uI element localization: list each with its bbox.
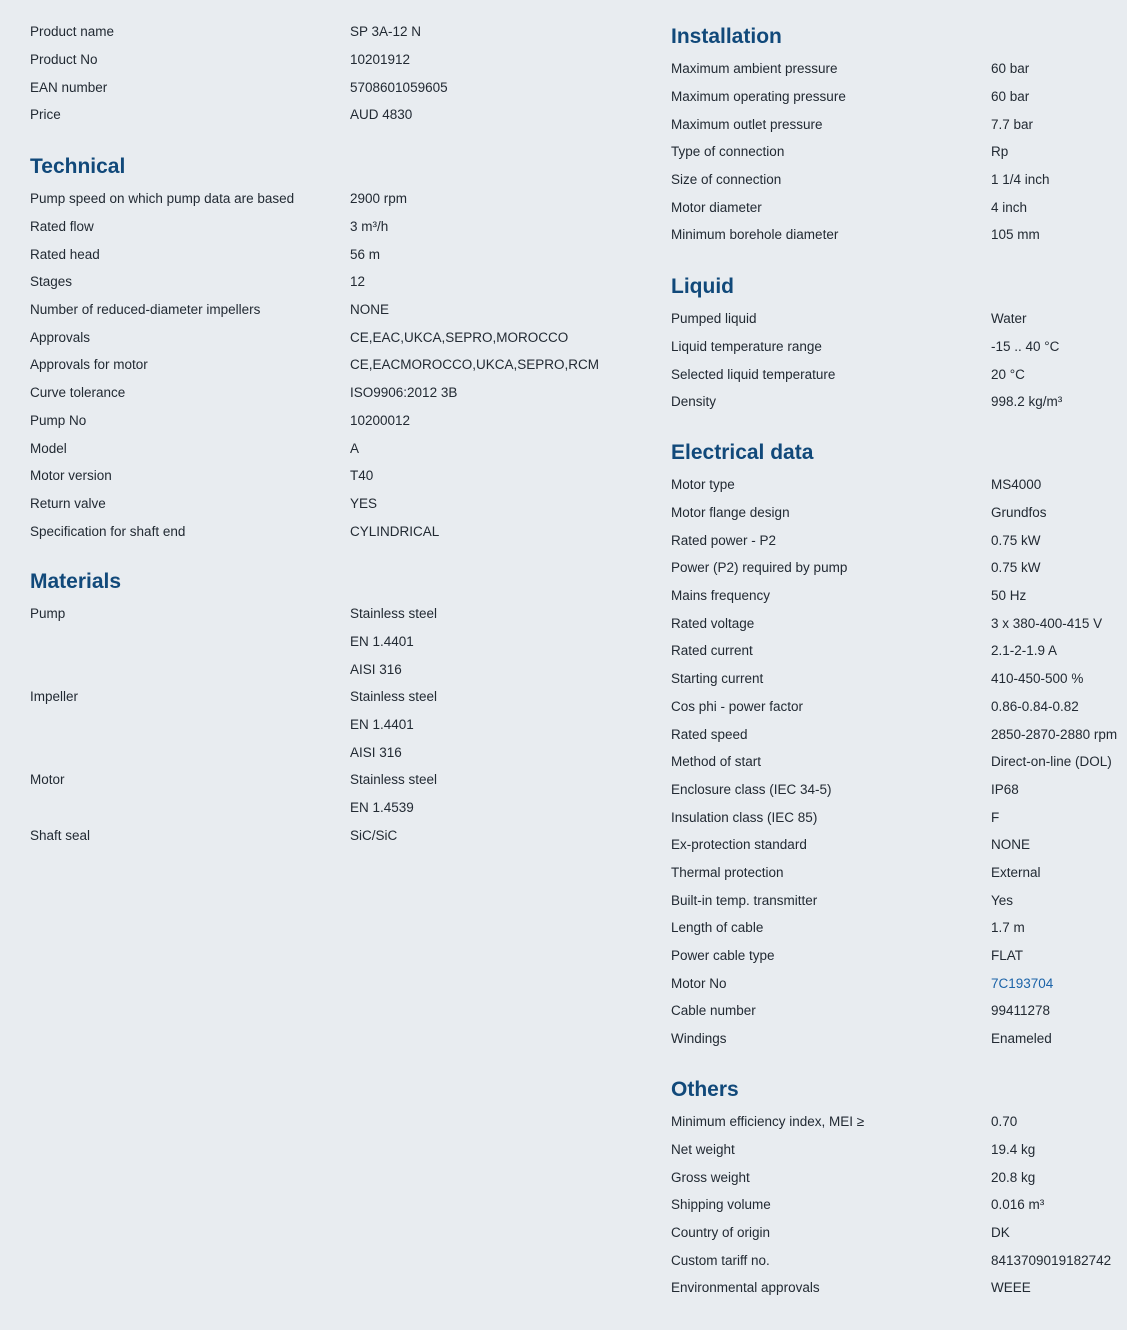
spec-value: AISI 316 xyxy=(350,744,402,760)
spec-label: Rated current xyxy=(671,643,753,659)
spec-label: Motor xyxy=(30,772,65,788)
spec-value: 0.75 kW xyxy=(991,532,1041,548)
spec-value: Stainless steel xyxy=(350,606,438,622)
spec-row xyxy=(30,407,630,435)
spec-label: Country of origin xyxy=(671,1225,771,1241)
technical-heading: Technical xyxy=(30,155,126,178)
spec-row xyxy=(671,609,1127,637)
spec-row xyxy=(30,296,630,324)
installation-section xyxy=(671,23,1127,249)
spec-label: Approvals xyxy=(30,329,91,345)
spec-row xyxy=(671,55,1127,83)
general-rows xyxy=(30,18,630,129)
spec-label: Net weight xyxy=(671,1142,735,1158)
spec-label: Starting current xyxy=(671,671,764,687)
spec-value: 60 bar xyxy=(991,89,1030,105)
spec-value: 12 xyxy=(350,274,366,290)
spec-value: DK xyxy=(991,1225,1010,1241)
spec-value: Rp xyxy=(991,144,1009,160)
spec-value: 1.7 m xyxy=(991,920,1025,936)
spec-value: EN 1.4401 xyxy=(350,634,414,650)
liquid-rows xyxy=(671,305,1127,416)
spec-row xyxy=(671,720,1127,748)
spec-value: SP 3A-12 N xyxy=(350,24,422,40)
spec-label: Density xyxy=(671,394,717,410)
spec-row xyxy=(671,1025,1127,1053)
spec-value: CE,EACMOROCCO,UKCA,SEPRO,RCM xyxy=(350,357,600,373)
spec-value: A xyxy=(350,440,360,456)
installation-rows xyxy=(671,55,1127,249)
spec-label: Mains frequency xyxy=(671,588,771,604)
spec-row xyxy=(30,240,630,268)
spec-value: 1 1/4 inch xyxy=(991,172,1050,188)
spec-row xyxy=(30,822,630,850)
spec-row xyxy=(30,101,630,129)
spec-label: Specification for shaft end xyxy=(30,523,186,539)
spec-row xyxy=(671,554,1127,582)
spec-label: EAN number xyxy=(30,79,108,95)
spec-value: YES xyxy=(350,495,378,511)
spec-label: Size of connection xyxy=(671,172,782,188)
spec-label: Insulation class (IEC 85) xyxy=(671,809,818,825)
spec-row xyxy=(671,582,1127,610)
spec-label: Minimum borehole diameter xyxy=(671,227,839,243)
spec-label: Maximum operating pressure xyxy=(671,89,846,105)
spec-label: Product name xyxy=(30,24,115,40)
spec-value: 0.016 m³ xyxy=(991,1197,1045,1213)
spec-row xyxy=(671,83,1127,111)
spec-label: Motor flange design xyxy=(671,505,790,521)
spec-label: Motor No xyxy=(671,975,727,991)
spec-label: Model xyxy=(30,440,67,456)
spec-row xyxy=(30,46,630,74)
spec-label: Shipping volume xyxy=(671,1197,771,1213)
electrical-rows xyxy=(671,471,1127,1052)
spec-value: CE,EAC,UKCA,SEPRO,MOROCCO xyxy=(350,329,569,345)
spec-value: NONE xyxy=(991,837,1031,853)
spec-row xyxy=(671,110,1127,138)
spec-value: 2850-2870-2880 rpm xyxy=(991,726,1118,742)
spec-value: 10200012 xyxy=(350,412,411,428)
spec-label: Built-in temp. transmitter xyxy=(671,892,818,908)
spec-value: Grundfos xyxy=(991,505,1047,521)
spec-value: 7.7 bar xyxy=(991,116,1034,132)
spec-label: Pump xyxy=(30,606,66,622)
spec-row xyxy=(671,1136,1127,1164)
spec-value: 60 bar xyxy=(991,61,1030,77)
spec-row xyxy=(30,351,630,379)
spec-value: EN 1.4401 xyxy=(350,717,414,733)
spec-label: Pumped liquid xyxy=(671,311,757,327)
spec-value: 19.4 kg xyxy=(991,1142,1036,1158)
spec-row xyxy=(671,886,1127,914)
spec-value: Enameled xyxy=(991,1031,1052,1047)
spec-label: Power (P2) required by pump xyxy=(671,560,848,576)
spec-row xyxy=(671,776,1127,804)
spec-value: 99411278 xyxy=(991,1003,1051,1019)
spec-row xyxy=(671,969,1127,997)
materials-section xyxy=(30,568,630,849)
spec-row xyxy=(30,794,630,822)
spec-row xyxy=(671,1163,1127,1191)
spec-label: Cos phi - power factor xyxy=(671,698,804,714)
spec-label: Return valve xyxy=(30,495,106,511)
spec-value: F xyxy=(991,809,1000,825)
spec-label: Impeller xyxy=(30,689,79,705)
spec-label: Stages xyxy=(30,274,73,290)
spec-row xyxy=(671,193,1127,221)
spec-row xyxy=(671,665,1127,693)
spec-row xyxy=(671,637,1127,665)
technical-rows xyxy=(30,185,630,545)
spec-value: ISO9906:2012 3B xyxy=(350,385,458,401)
spec-value: 998.2 kg/m³ xyxy=(991,394,1063,410)
spec-row xyxy=(30,462,630,490)
liquid-heading: Liquid xyxy=(671,275,734,298)
electrical-heading: Electrical data xyxy=(671,441,814,464)
spec-value: 2900 rpm xyxy=(350,191,408,207)
spec-row xyxy=(30,18,630,46)
spec-value: CYLINDRICAL xyxy=(350,523,440,539)
spec-value: WEEE xyxy=(991,1280,1031,1296)
spec-label: Price xyxy=(30,107,61,123)
spec-value: EN 1.4539 xyxy=(350,800,414,816)
spec-label: Maximum ambient pressure xyxy=(671,61,838,77)
spec-label: Shaft seal xyxy=(30,827,91,843)
others-heading: Others xyxy=(671,1078,739,1101)
materials-rows xyxy=(30,600,630,849)
spec-row xyxy=(30,323,630,351)
spec-row xyxy=(30,490,630,518)
spec-row xyxy=(671,1274,1127,1302)
spec-row xyxy=(671,1108,1127,1136)
spec-row xyxy=(671,471,1127,499)
spec-label: Approvals for motor xyxy=(30,357,148,373)
spec-label: Power cable type xyxy=(671,948,775,964)
spec-row xyxy=(671,997,1127,1025)
spec-row xyxy=(671,333,1127,361)
spec-row xyxy=(671,914,1127,942)
spec-label: Thermal protection xyxy=(671,864,784,880)
spec-row xyxy=(671,221,1127,249)
spec-label: Cable number xyxy=(671,1003,756,1019)
spec-label: Rated head xyxy=(30,246,100,262)
spec-value: 0.75 kW xyxy=(991,560,1041,576)
spec-value: 3 x 380-400-415 V xyxy=(991,615,1103,631)
spec-row xyxy=(671,1246,1127,1274)
spec-label: Motor version xyxy=(30,468,112,484)
spec-value: AUD 4830 xyxy=(350,107,413,123)
spec-value: 410-450-500 % xyxy=(991,671,1084,687)
spec-row xyxy=(671,859,1127,887)
spec-label: Length of cable xyxy=(671,920,764,936)
spec-label: Minimum efficiency index, MEI ≥ xyxy=(671,1114,865,1130)
spec-label: Enclosure class (IEC 34-5) xyxy=(671,781,832,797)
spec-value-link[interactable]: 7C193704 xyxy=(991,975,1054,991)
spec-label: Number of reduced-diameter impellers xyxy=(30,302,261,318)
spec-value: AISI 316 xyxy=(350,661,402,677)
spec-row xyxy=(30,683,630,711)
others-rows xyxy=(671,1108,1127,1302)
spec-value: 56 m xyxy=(350,246,381,262)
spec-value: -15 .. 40 °C xyxy=(991,339,1060,355)
spec-row xyxy=(671,138,1127,166)
spec-row xyxy=(671,166,1127,194)
spec-label: Motor diameter xyxy=(671,199,762,215)
spec-label: Rated speed xyxy=(671,726,748,742)
spec-row xyxy=(671,803,1127,831)
spec-row xyxy=(671,360,1127,388)
spec-label: Environmental approvals xyxy=(671,1280,820,1296)
spec-value: 20 °C xyxy=(991,366,1025,382)
spec-row xyxy=(30,73,630,101)
technical-section xyxy=(30,153,630,545)
liquid-section xyxy=(671,273,1127,416)
spec-row xyxy=(30,517,630,545)
spec-value: 2.1-2-1.9 A xyxy=(991,643,1058,659)
spec-row xyxy=(30,738,630,766)
spec-label: Rated flow xyxy=(30,219,94,235)
spec-value: 3 m³/h xyxy=(350,219,389,235)
spec-row xyxy=(30,655,630,683)
spec-value: 10201912 xyxy=(350,52,411,68)
spec-label: Rated power - P2 xyxy=(671,532,777,548)
spec-value: 0.70 xyxy=(991,1114,1018,1130)
spec-row xyxy=(30,268,630,296)
spec-label: Custom tariff no. xyxy=(671,1252,770,1268)
spec-value: Yes xyxy=(991,892,1014,908)
spec-row xyxy=(671,526,1127,554)
spec-value: 4 inch xyxy=(991,199,1028,215)
spec-value: Stainless steel xyxy=(350,772,438,788)
spec-label: Ex-protection standard xyxy=(671,837,807,853)
spec-value: SiC/SiC xyxy=(350,827,398,843)
spec-row xyxy=(671,499,1127,527)
spec-row xyxy=(671,305,1127,333)
spec-value: 8413709019182742 xyxy=(991,1252,1112,1268)
spec-label: Rated voltage xyxy=(671,615,755,631)
spec-value: FLAT xyxy=(991,948,1024,964)
spec-value: 50 Hz xyxy=(991,588,1027,604)
spec-value: Direct-on-line (DOL) xyxy=(991,754,1112,770)
spec-row xyxy=(671,942,1127,970)
materials-heading: Materials xyxy=(30,570,122,593)
spec-row xyxy=(30,628,630,656)
spec-row xyxy=(30,434,630,462)
spec-row xyxy=(30,379,630,407)
spec-label: Gross weight xyxy=(671,1169,750,1185)
spec-value: External xyxy=(991,864,1041,880)
spec-label: Liquid temperature range xyxy=(671,339,822,355)
spec-row xyxy=(30,213,630,241)
spec-value: Water xyxy=(991,311,1027,327)
spec-value: MS4000 xyxy=(991,477,1042,493)
spec-row xyxy=(30,711,630,739)
spec-value: T40 xyxy=(350,468,374,484)
general-section xyxy=(30,18,630,129)
spec-label: Selected liquid temperature xyxy=(671,366,836,382)
spec-value: 0.86-0.84-0.82 xyxy=(991,698,1079,714)
spec-label: Maximum outlet pressure xyxy=(671,116,823,132)
spec-row xyxy=(30,185,630,213)
electrical-section xyxy=(671,439,1127,1052)
spec-row xyxy=(671,831,1127,859)
spec-row xyxy=(671,1219,1127,1247)
spec-value: 20.8 kg xyxy=(991,1169,1036,1185)
spec-label: Curve tolerance xyxy=(30,385,126,401)
spec-row xyxy=(671,388,1127,416)
spec-label: Method of start xyxy=(671,754,762,770)
spec-row xyxy=(30,600,630,628)
spec-row xyxy=(671,748,1127,776)
spec-value: NONE xyxy=(350,302,390,318)
spec-row xyxy=(30,766,630,794)
spec-row xyxy=(671,1191,1127,1219)
spec-label: Pump No xyxy=(30,412,87,428)
spec-label: Product No xyxy=(30,52,98,68)
spec-label: Windings xyxy=(671,1031,727,1047)
spec-value: 5708601059605 xyxy=(350,79,448,95)
spec-value: IP68 xyxy=(991,781,1019,797)
installation-heading: Installation xyxy=(671,25,782,48)
others-section xyxy=(671,1076,1127,1302)
spec-label: Motor type xyxy=(671,477,735,493)
spec-label: Pump speed on which pump data are based xyxy=(30,191,295,207)
spec-row xyxy=(671,693,1127,721)
spec-value: Stainless steel xyxy=(350,689,438,705)
spec-value: 105 mm xyxy=(991,227,1040,243)
spec-label: Type of connection xyxy=(671,144,785,160)
